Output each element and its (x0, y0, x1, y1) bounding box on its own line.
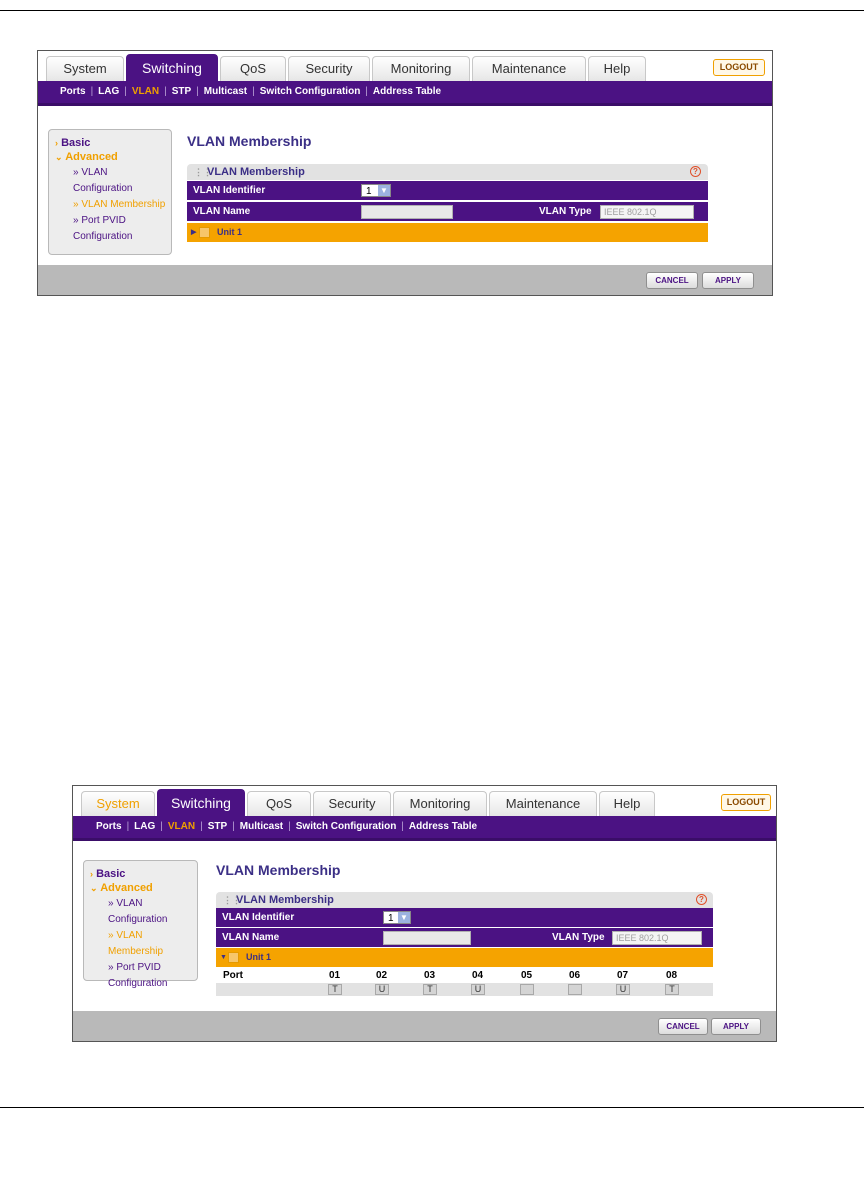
top-rule (0, 10, 864, 11)
sidebar (48, 129, 172, 255)
bottom-rule (0, 1107, 864, 1108)
sidebar-item-port-pvid-cont[interactable]: Configuration (108, 978, 168, 989)
sidebar-advanced[interactable]: ⌄ Advanced (90, 882, 153, 894)
subnav-switch-configuration[interactable]: Switch Configuration (259, 86, 361, 97)
help-icon[interactable]: ? (696, 894, 707, 905)
port-06-toggle[interactable] (568, 984, 582, 995)
unit-checkbox[interactable] (199, 227, 210, 238)
sidebar-item-vlan-configuration[interactable]: » VLAN (73, 167, 108, 178)
subnav-ports[interactable]: Ports (96, 821, 122, 832)
tab-system[interactable]: System (46, 56, 124, 81)
vlan-identifier-select[interactable]: 1 ▼ (361, 184, 391, 197)
subnav-switch-configuration[interactable]: Switch Configuration (295, 821, 397, 832)
sidebar-advanced[interactable]: ⌄ Advanced (55, 151, 118, 163)
port-number: 01 (329, 970, 341, 981)
vlan-type-field: IEEE 802.1Q (600, 205, 694, 219)
footer-bar (73, 1011, 776, 1041)
vlan-name-input[interactable] (383, 931, 471, 945)
unit-checkbox[interactable] (228, 952, 239, 963)
footer-bar (38, 265, 772, 295)
box-header: ⋮⋮ VLAN Membership ? (187, 164, 708, 180)
tab-monitoring[interactable]: Monitoring (372, 56, 470, 81)
expand-triangle-icon[interactable]: ▶ (191, 229, 197, 236)
tab-qos[interactable]: QoS (220, 56, 286, 81)
subnav-lag[interactable]: LAG (134, 821, 156, 832)
port-07-toggle[interactable]: U (616, 984, 630, 995)
vlan-identifier-select[interactable]: 1 ▼ (383, 911, 411, 924)
port-number: 02 (376, 970, 388, 981)
subnav-address-table[interactable]: Address Table (372, 86, 442, 97)
subnav-lag[interactable]: LAG (98, 86, 120, 97)
subnav-stp[interactable]: STP (171, 86, 192, 97)
vlan-name-row: VLAN Name VLAN Type IEEE 802.1Q (187, 202, 708, 221)
main-tabs (73, 786, 776, 816)
sidebar-item-vlan-configuration-cont[interactable]: Configuration (108, 914, 168, 925)
port-label: Port (223, 970, 243, 981)
sidebar-item-port-pvid[interactable]: » Port PVID (108, 962, 161, 973)
port-01-toggle[interactable]: T (328, 984, 342, 995)
tab-switching[interactable]: Switching (126, 54, 218, 81)
port-number: 08 (666, 970, 678, 981)
unit-1-row[interactable]: ▼ Unit 1 (216, 948, 713, 967)
port-02-toggle[interactable]: U (375, 984, 389, 995)
vlan-type-field: IEEE 802.1Q (612, 931, 702, 945)
vlan-identifier-row: VLAN Identifier 1 ▼ (216, 908, 713, 927)
tab-maintenance[interactable]: Maintenance (489, 791, 597, 816)
port-number: 03 (424, 970, 436, 981)
sidebar-item-port-pvid[interactable]: » Port PVID (73, 215, 126, 226)
port-05-toggle[interactable] (520, 984, 534, 995)
sidebar-item-vlan-configuration-cont[interactable]: Configuration (73, 183, 133, 194)
sidebar (83, 860, 198, 989)
tab-maintenance[interactable]: Maintenance (472, 56, 586, 81)
tab-security[interactable]: Security (313, 791, 391, 816)
sidebar-item-vlan-membership[interactable]: » VLAN Membership (73, 199, 166, 210)
tab-security[interactable]: Security (288, 56, 370, 81)
sidebar-basic[interactable]: › Basic (55, 137, 91, 149)
chevron-down-icon: ▼ (378, 185, 390, 196)
port-number: 06 (569, 970, 581, 981)
sidebar-item-vlan-membership[interactable]: » VLAN Membership (108, 930, 164, 957)
grip-icon: ⋮⋮ (194, 167, 212, 177)
subnav-vlan[interactable]: VLAN (131, 86, 160, 97)
screenshot-vlan-membership-expanded (72, 785, 777, 1042)
port-number: 05 (521, 970, 533, 981)
subnav-multicast[interactable]: Multicast (239, 821, 284, 832)
page-title: VLAN Membership (187, 133, 312, 149)
port-04-toggle[interactable]: U (471, 984, 485, 995)
logout-button[interactable]: LOGOUT (713, 59, 765, 76)
screenshot-vlan-membership-collapsed (37, 50, 773, 296)
sidebar-basic[interactable]: › Basic (90, 868, 126, 880)
subnav-vlan[interactable]: VLAN (167, 821, 196, 832)
logout-button[interactable]: LOGOUT (721, 794, 771, 811)
tab-qos[interactable]: QoS (247, 791, 311, 816)
cancel-button[interactable]: CANCEL (658, 1018, 708, 1035)
tab-monitoring[interactable]: Monitoring (393, 791, 487, 816)
port-03-toggle[interactable]: T (423, 984, 437, 995)
box-header: ⋮⋮ VLAN Membership ? (216, 892, 713, 908)
main-tabs (38, 51, 772, 81)
tab-system[interactable]: System (81, 791, 155, 816)
vlan-identifier-row: VLAN Identifier 1 ▼ (187, 181, 708, 200)
chevron-down-icon: ▼ (398, 912, 410, 923)
cancel-button[interactable]: CANCEL (646, 272, 698, 289)
port-08-toggle[interactable]: T (665, 984, 679, 995)
unit-1-row[interactable]: ▶ Unit 1 (187, 223, 708, 242)
port-membership-row (216, 983, 713, 996)
sub-navigation: Ports | LAG | VLAN | STP | Multicast | Switch Configuration | Address Table (38, 81, 772, 106)
tab-help[interactable]: Help (588, 56, 646, 81)
apply-button[interactable]: APPLY (702, 272, 754, 289)
tab-switching[interactable]: Switching (157, 789, 245, 816)
page-title: VLAN Membership (216, 862, 341, 878)
collapse-triangle-icon[interactable]: ▼ (220, 954, 227, 961)
port-number: 07 (617, 970, 629, 981)
sub-navigation: Ports | LAG | VLAN | STP | Multicast | Switch Configuration | Address Table (73, 816, 776, 841)
sidebar-item-vlan-configuration[interactable]: » VLAN (108, 898, 143, 909)
subnav-multicast[interactable]: Multicast (203, 86, 248, 97)
subnav-stp[interactable]: STP (207, 821, 228, 832)
sidebar-item-port-pvid-cont[interactable]: Configuration (73, 231, 133, 242)
ports-header (216, 969, 713, 983)
apply-button[interactable]: APPLY (711, 1018, 761, 1035)
port-number: 04 (472, 970, 484, 981)
vlan-name-input[interactable] (361, 205, 453, 219)
grip-icon: ⋮⋮ (223, 895, 241, 905)
help-icon[interactable]: ? (690, 166, 701, 177)
subnav-address-table[interactable]: Address Table (408, 821, 478, 832)
tab-help[interactable]: Help (599, 791, 655, 816)
subnav-ports[interactable]: Ports (60, 86, 86, 97)
vlan-name-row: VLAN Name VLAN Type IEEE 802.1Q (216, 928, 713, 947)
